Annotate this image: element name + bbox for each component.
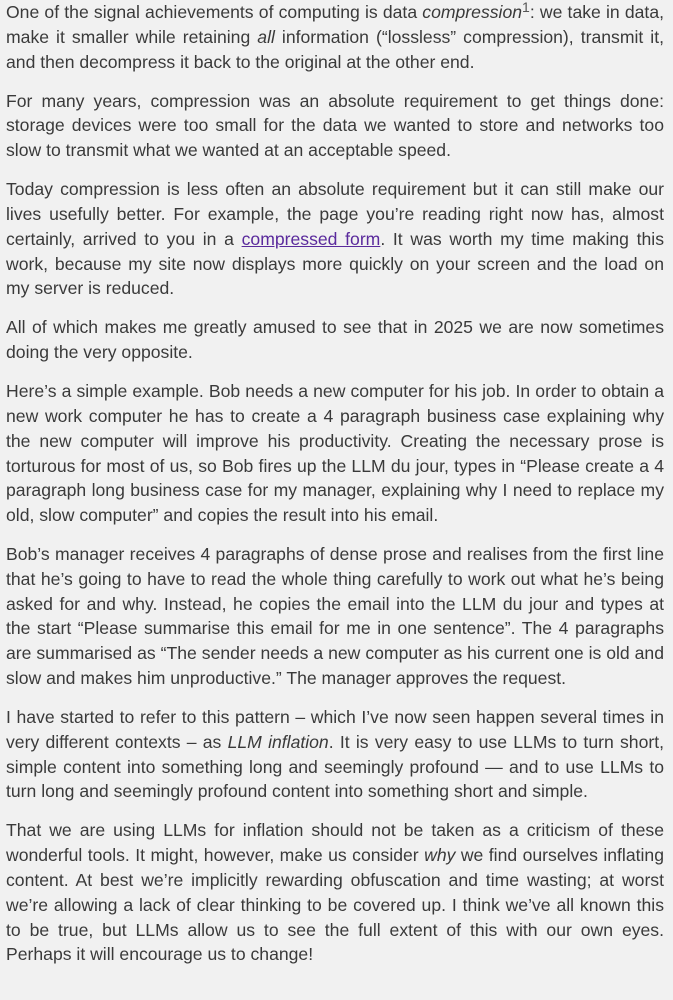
footnote-ref-1[interactable]: 1 [522, 0, 530, 15]
term-llm-inflation: LLM inflation [227, 731, 329, 752]
paragraph-4: All of which makes me greatly amused to see that in 2025 we are now sometimes doing the very opposite. [6, 317, 664, 363]
paragraph-7 [6, 705, 664, 804]
paragraph-6: Bob’s manager receives 4 paragraphs of dense prose and realises from the first line that he’s going to have to read the whole thing carefully to work out what he’s being asked for and why. Instead, he copies the email into the LLM du jour and types at the start “Please summarise this email for me in one sentence”. The 4 paragraphs are summarised as “The sender needs a new computer as his current one is old and slow and makes him unproductive.” The manager approves the request. [6, 544, 664, 689]
paragraph-7-text-c: . It is very easy to use LLMs to turn short, simple content into something long and seemingly profound — and to use LLMs to turn long and seemingly profound content into something short and simple. [6, 731, 664, 802]
paragraph-1-text-c: : we take in data, make it smaller while retaining [6, 2, 664, 47]
term-compression: compression [422, 2, 523, 22]
paragraph-3-text-b: . It was worth my time making this work, because my site now displays more quickly on your screen and the load on my server is reduced. [6, 228, 664, 299]
paragraph-5: Here’s a simple example. Bob needs a new computer for his job. In order to obtain a new work computer he has to create a 4 paragraph business case explaining why the new computer will improve his productivity. Creating the necessary prose is torturous for most of us, so Bob fires up the LLM du jour, types in “Please create a 4 paragraph long business case for my manager, explaining why I need to replace my old, slow computer” and copies the result into his email. [6, 381, 664, 526]
paragraph-7-text-a: I have started to refer to this pattern – which I’ve now seen happen several times in very different contexts – as [6, 707, 664, 752]
term-why: why [424, 845, 456, 866]
article-body [6, 0, 664, 981]
paragraph-3-text-a: Today compression is less often an absolute requirement but it can still make our lives usefully better. For example, the page you’re reading right now has, almost certainly, arrived to you in a [6, 179, 664, 249]
paragraph-1 [6, 0, 664, 74]
paragraph-8-text-a: That we are using LLMs for inflation should not be taken as a criticism of these wonderful tools. It might, however, make us consider [6, 820, 664, 866]
term-all: all [257, 26, 275, 47]
paragraph-1-text-a: One of the signal achievements of computing is data [6, 2, 423, 22]
paragraph-1-text-e: information (“lossless” compression), transmit it, and then decompress it back to the original at the other end. [6, 26, 664, 72]
paragraph-8-text-c: we find ourselves inflating content. At best we’re implicitly rewarding obfuscation and time wasting; at worst we’re allowing a lack of clear thinking to be covered up. I think we’ve all known this to be true, but LLMs allow us to see the full extent of this with our own eyes. Perhaps it will encourage us to change! [6, 845, 664, 965]
paragraph-2: For many years, compression was an absolute requirement to get things done: storage devices were too small for the data we wanted to store and networks too slow to transmit what we wanted at an acceptable speed. [6, 90, 664, 161]
compressed-form-link[interactable]: compressed form [241, 228, 381, 249]
paragraph-8 [6, 818, 664, 967]
paragraph-3 [6, 177, 664, 301]
